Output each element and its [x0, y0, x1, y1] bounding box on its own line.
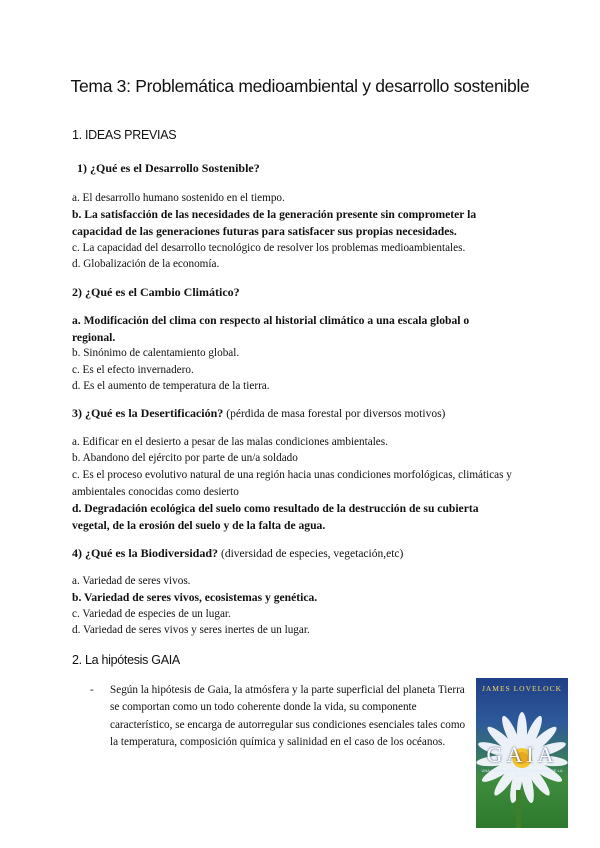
question-3-note: (pérdida de masa forestal por diversos motivos) — [226, 408, 446, 420]
book-author: JAMES LOVELOCK — [481, 684, 563, 693]
question-4-title: 4) ¿Qué es la Biodiversidad? — [72, 546, 219, 560]
question-3-title: 3) ¿Qué es la Desertificación? — [72, 406, 224, 420]
question-4-option-a: a. Variedad de seres vivos. — [72, 575, 191, 587]
question-2-option-c: c. Es el efecto invernadero. — [72, 364, 194, 376]
question-1-option-d: d. Globalización de la economía. — [72, 258, 220, 270]
section-heading-ideas-previas: 1. IDEAS PREVIAS — [72, 128, 177, 142]
book-subtitle: UNA NUEVA VISIÓN DE LA VIDA SOBRE LA TIERRA — [481, 768, 563, 778]
question-4-option-c: c. Variedad de especies de un lugar. — [72, 608, 231, 620]
question-2-option-d: d. Es el aumento de temperatura de la tierra. — [72, 380, 270, 392]
question-4-option-d: d. Variedad de seres vivos y seres inertes de un lugar. — [72, 624, 310, 636]
question-3-option-a: a. Edificar en el desierto a pesar de las malas condiciones ambientales. — [72, 436, 388, 448]
question-2-option-b: b. Sinónimo de calentamiento global. — [72, 347, 240, 359]
question-4-label — [72, 546, 403, 561]
gaia-book-cover-image — [476, 678, 568, 828]
question-1-option-b: b. La satisfacción de las necesidades de la generación presente sin comprometer la capacidad de las generaciones futuras para satisfacer sus propias necesidades. — [72, 208, 477, 238]
gaia-paragraph — [90, 682, 470, 751]
gaia-text: Según la hipótesis de Gaia, la atmósfera y la parte superficial del planeta Tierra se comportan como un todo coherente donde la vida, su componente característico, se encarga de autorregular sus condiciones esenciales tales como la temperatura, composición química y salinidad en el caso de los océanos. — [110, 684, 466, 748]
section-heading-gaia: 2. La hipótesis GAIA — [72, 653, 180, 667]
question-3-option-c: c. Es el proceso evolutivo natural de una región hacia unas condiciones morfológicas, climáticas y ambientales conocidas como desierto — [72, 469, 512, 498]
question-3-option-d: d. Degradación ecológica del suelo como resultado de la destrucción de su cubierta vegetal, de la erosión del suelo y de la falta de agua. — [72, 502, 479, 532]
question-1-option-c: c. La capacidad del desarrollo tecnológico de resolver los problemas medioambientales. — [72, 242, 466, 254]
question-1-label: 1) ¿Qué es el Desarrollo Sostenible? — [77, 161, 260, 175]
question-4-option-b: b. Variedad de seres vivos, ecosistemas y genética. — [72, 591, 318, 604]
question-4-note: (diversidad de especies, vegetación,etc) — [221, 548, 404, 560]
question-3-label — [72, 406, 445, 421]
question-2-option-a: a. Modificación del clima con respecto al historial climático a una escala global o regional. — [72, 314, 470, 344]
page-title: Tema 3: Problemática medioambiental y desarrollo sostenible — [70, 76, 530, 96]
question-3-option-b: b. Abandono del ejército por parte de un/a soldado — [72, 452, 298, 464]
question-2-label: 2) ¿Qué es el Cambio Climático? — [72, 285, 240, 299]
bullet-dash: - — [90, 684, 94, 696]
question-1-option-a: a. El desarrollo humano sostenido en el tiempo. — [72, 192, 285, 204]
book-title: GAIA — [486, 742, 558, 767]
